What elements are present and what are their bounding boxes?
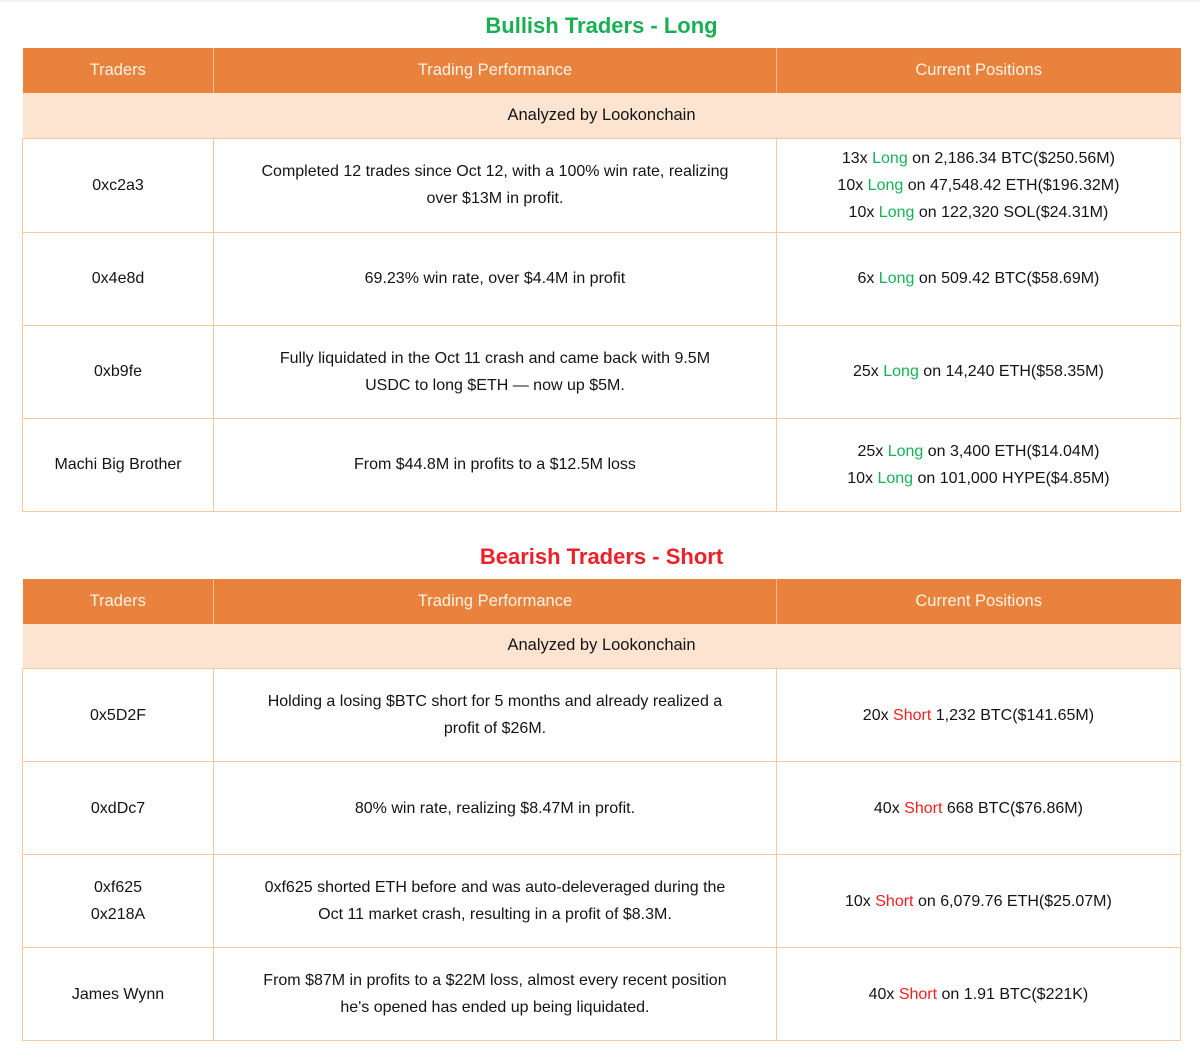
column-header-traders: Traders (23, 579, 214, 624)
performance-cell (214, 855, 777, 948)
position-detail: on 2,186.34 BTC($250.56M) (907, 149, 1115, 167)
performance-cell (214, 418, 777, 511)
trader-name: 0x5D2F (90, 706, 147, 724)
performance-line: From $44.8M in profits to a $12.5M loss (354, 456, 636, 473)
leverage-text: 20x (862, 706, 894, 724)
trader-cell (23, 232, 214, 325)
header-row (23, 48, 1181, 93)
position-detail: on 101,000 HYPE($4.85M) (913, 469, 1110, 487)
position-line (787, 172, 1170, 199)
performance-line: profit of $26M. (443, 720, 547, 737)
column-header-traders: Traders (23, 48, 214, 93)
positions-cell (776, 855, 1180, 948)
trader-name: 0xb9fe (94, 363, 143, 380)
table-row (23, 325, 1181, 418)
performance-line: he's opened has ended up being liquidated. (340, 999, 650, 1016)
position-line (787, 465, 1170, 492)
subheader-row (23, 624, 1181, 669)
positions-cell (776, 669, 1180, 762)
performance-line: 0xf625 shorted ETH before and was auto-deleveraged during the (264, 879, 726, 896)
positions-cell (776, 232, 1180, 325)
position-detail: on 1.91 BTC($221K) (937, 985, 1089, 1003)
bearish-section (22, 512, 1181, 1042)
position-detail: on 14,240 ETH($58.35M) (918, 363, 1104, 380)
position-line (787, 702, 1170, 729)
side-label: Short (904, 799, 943, 817)
trader-name: 0xc2a3 (92, 176, 144, 194)
performance-cell (214, 948, 777, 1041)
trader-name: 0xf625 (94, 879, 143, 896)
trader-cell (23, 855, 214, 948)
bearish-traders-table (22, 579, 1181, 1042)
performance-line: 69.23% win rate, over $4.4M in profit (364, 270, 626, 287)
side-label: Long (877, 469, 914, 487)
positions-cell (776, 418, 1180, 511)
positions-cell (776, 948, 1180, 1041)
trader-name: 0xdDc7 (90, 799, 146, 817)
performance-line: USDC to long $ETH — now up $5M. (365, 376, 625, 394)
performance-line: From $87M in profits to a $22M loss, almost every recent position (263, 972, 727, 989)
table-row (23, 138, 1181, 232)
position-line (787, 795, 1170, 822)
side-label: Long (883, 363, 919, 380)
position-detail: on 122,320 SOL($24.31M) (914, 203, 1109, 221)
bullish-title: Bullish Traders - Long (485, 13, 718, 38)
side-label: Long (878, 203, 915, 221)
position-line (787, 265, 1170, 292)
position-line (787, 145, 1170, 172)
positions-cell (776, 325, 1180, 418)
side-label: Short (875, 892, 914, 910)
table-row (23, 669, 1181, 762)
performance-cell (214, 232, 777, 325)
bearish-table-body (23, 624, 1181, 1041)
leverage-text: 10x (848, 203, 879, 221)
position-detail: 1,232 BTC($141.65M) (931, 706, 1095, 724)
header-row (23, 579, 1181, 624)
trader-name: Machi Big Brother (54, 456, 182, 473)
column-header-trading-performance: Trading Performance (214, 579, 777, 624)
trader-cell (23, 948, 214, 1041)
position-detail: on 47,548.42 ETH($196.32M) (903, 176, 1120, 194)
leverage-text: 40x (873, 799, 905, 817)
positions-cell (776, 762, 1180, 855)
position-line (787, 358, 1170, 385)
performance-cell (214, 138, 777, 232)
bullish-traders-table (22, 48, 1181, 512)
table-row (23, 418, 1181, 511)
subheader-row (23, 93, 1181, 138)
leverage-text: 6x (857, 270, 879, 287)
analyzed-by-note: Analyzed by Lookonchain (23, 624, 1181, 669)
leverage-text: 13x (841, 149, 873, 167)
performance-line: Fully liquidated in the Oct 11 crash and came back with 9.5M (279, 349, 711, 367)
leverage-text: 10x (837, 176, 868, 194)
side-label: Long (867, 176, 904, 194)
position-detail: on 509.42 BTC($58.69M) (914, 270, 1100, 287)
side-label: Long (872, 149, 908, 167)
bullish-table-body (23, 93, 1181, 511)
side-label: Long (887, 442, 924, 460)
performance-line: Holding a losing $BTC short for 5 months and already realized a (267, 693, 723, 710)
position-detail: 668 BTC($76.86M) (942, 799, 1083, 817)
bearish-title: Bearish Traders - Short (479, 543, 724, 569)
position-line (787, 199, 1170, 226)
positions-cell (776, 138, 1180, 232)
position-line (787, 981, 1170, 1008)
trader-name: 0x218A (90, 906, 146, 923)
leverage-text: 25x (853, 363, 884, 380)
side-label: Short (898, 985, 938, 1003)
trader-cell (23, 762, 214, 855)
leverage-text: 10x (845, 892, 876, 910)
position-detail: on 6,079.76 ETH($25.07M) (913, 892, 1112, 910)
performance-line: Oct 11 market crash, resulting in a profit of $8.3M. (318, 906, 672, 923)
side-label: Long (878, 270, 915, 287)
bearish-table-header (23, 579, 1181, 624)
performance-line: 80% win rate, realizing $8.47M in profit. (354, 799, 636, 817)
performance-line: Completed 12 trades since Oct 12, with a 100% win rate, realizing (261, 163, 729, 180)
leverage-text: 40x (868, 985, 899, 1003)
table-row (23, 762, 1181, 855)
column-header-current-positions: Current Positions (776, 48, 1180, 93)
column-header-trading-performance: Trading Performance (214, 48, 777, 93)
trader-cell (23, 325, 214, 418)
position-line (787, 438, 1170, 465)
position-line (787, 888, 1170, 915)
trader-name: James Wynn (71, 985, 165, 1003)
table-row (23, 855, 1181, 948)
bullish-table-header (23, 48, 1181, 93)
leverage-text: 25x (857, 442, 888, 460)
table-row (23, 232, 1181, 325)
trader-cell (23, 669, 214, 762)
column-header-current-positions: Current Positions (776, 579, 1180, 624)
performance-cell (214, 762, 777, 855)
table-row (23, 948, 1181, 1041)
position-detail: on 3,400 ETH($14.04M) (923, 442, 1100, 460)
performance-cell (214, 325, 777, 418)
analyzed-by-note: Analyzed by Lookonchain (23, 93, 1181, 138)
bullish-section (22, 2, 1181, 512)
trader-cell (23, 138, 214, 232)
performance-cell (214, 669, 777, 762)
trader-name: 0x4e8d (91, 270, 145, 287)
trader-cell (23, 418, 214, 511)
performance-line: over $13M in profit. (426, 190, 564, 207)
leverage-text: 10x (847, 469, 878, 487)
side-label: Short (893, 706, 932, 724)
